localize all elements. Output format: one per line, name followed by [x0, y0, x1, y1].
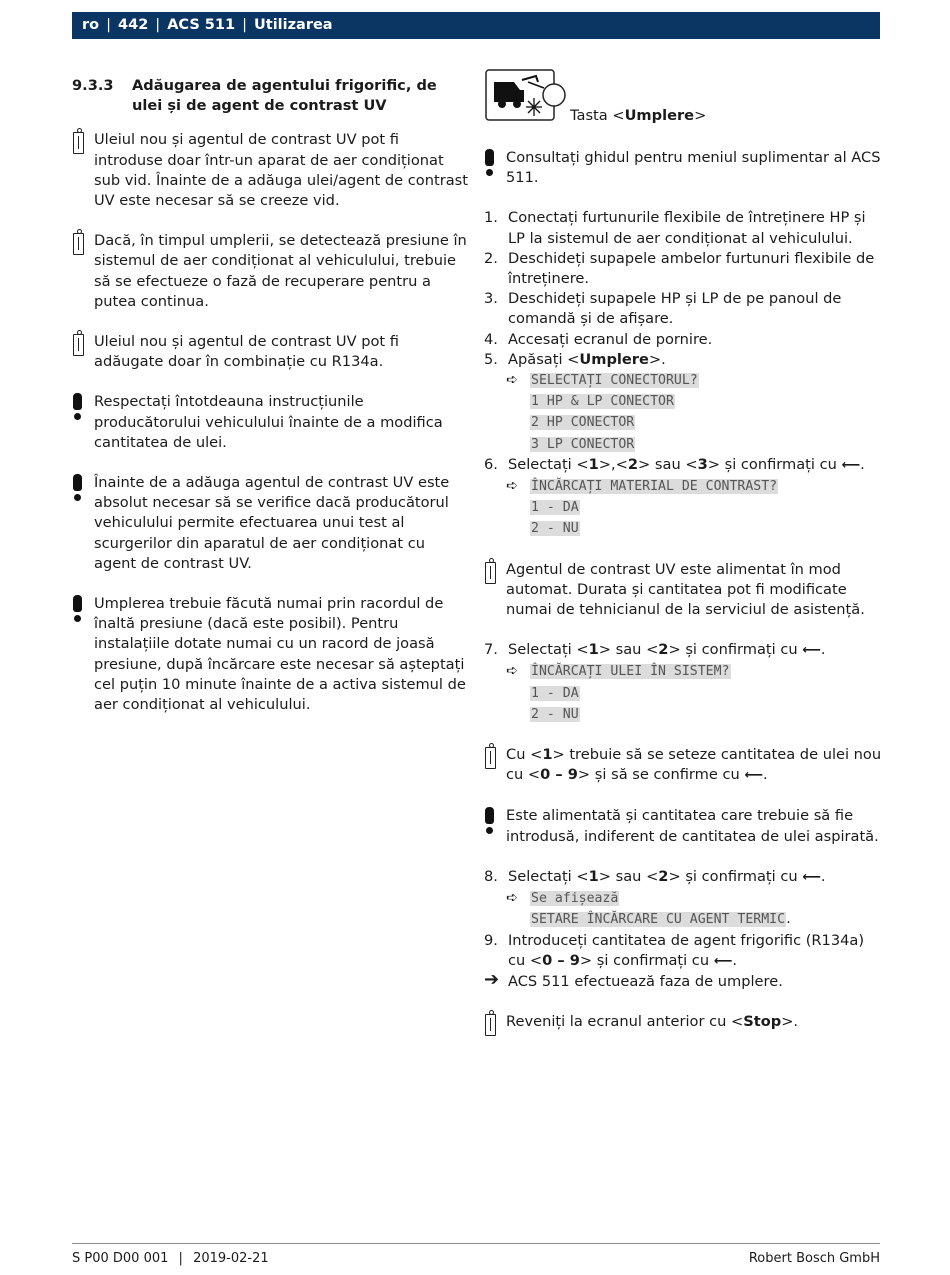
header-product: ACS 511 — [167, 17, 236, 33]
enter-key-icon: ⟵ — [713, 953, 733, 969]
display-result — [484, 370, 884, 391]
step-7: 7. Selectați <1> sau <2> și confirmați cu ⟵. — [484, 641, 826, 659]
display-text: 2 HP CONECTOR — [531, 415, 635, 431]
note-text: Dacă, în timpul umplerii, se detectează presiune în sistemul de aer condiționat al vehiculului, trebuie să se efectueze o fază de recuperare pentru a putea continua. — [94, 232, 467, 310]
fill-key-row — [484, 72, 884, 134]
step-8: 8. Selectați <1> sau <2> și confirmați cu ⟵. — [484, 867, 826, 885]
note-text: Consultați ghidul pentru meniul suplimentar al ACS 511. — [506, 149, 881, 187]
note-text: Uleiul nou și agentul de contrast UV pot fi introduse doar într-un aparat de aer condiționat sub vid. Înainte de a adăuga ulei/agent de contrast UV este necesar să se creeze vid. — [94, 131, 468, 210]
info-note — [484, 1012, 884, 1032]
step-9: 9. Introduceți cantitatea de agent frigorific (R134a) cu <0 – 9> și confirmați cu ⟵. — [484, 931, 865, 969]
display-text: 3 LP CONECTOR — [531, 436, 635, 452]
enter-key-icon: ⟵ — [802, 869, 821, 885]
footer-company: Robert Bosch GmbH — [748, 1251, 880, 1266]
info-note — [72, 332, 468, 372]
display-text: ÎNCĂRCAȚI ULEI ÎN SISTEM? — [531, 664, 730, 680]
page-header — [72, 12, 880, 39]
note-text: Cu <1> trebuie să se seteze cantitatea de ulei nou cu <0 – 9> și să se confirme cu ⟵. — [506, 746, 882, 784]
display-text: 1 HP & LP CONECTOR — [531, 394, 674, 410]
step-1: 1. Conectați furtunurile flexibile de întreținere HP și LP la sistemul de aer condiționat al vehiculului. — [484, 209, 866, 247]
display-text: 2 - NU — [531, 521, 579, 537]
display-text: 1 - DA — [531, 685, 579, 701]
display-text: 2 - NU — [531, 706, 579, 722]
step-2: 2. Deschideți supapele ambelor furtunuri flexibile de întreținere. — [484, 249, 875, 288]
display-text: 1 - DA — [531, 500, 579, 516]
display-result — [484, 661, 884, 682]
step-4: 4. Accesați ecranul de pornire. — [484, 330, 713, 348]
result-arrow-icon: ➪ — [506, 890, 518, 907]
display-text: SELECTAȚI CONECTORUL? — [531, 373, 698, 389]
step-5: 5. Apăsați <Umplere>. — [484, 350, 666, 368]
fill-key-label: Tasta <Umplere> — [570, 107, 707, 124]
header-separator: | — [106, 17, 112, 33]
header-separator: | — [155, 17, 161, 33]
step-6: 6. Selectați <1>,<2> sau <3> și confirmați cu ⟵. — [484, 455, 865, 473]
enter-key-icon: ⟵ — [841, 457, 861, 473]
result-arrow-icon: ➪ — [506, 663, 518, 680]
result-arrow-icon: ➔ — [484, 968, 500, 990]
display-text: SETARE ÎNCĂRCARE CU AGENT TERMIC — [531, 912, 786, 928]
header-page: 442 — [118, 17, 149, 33]
result-arrow-icon: ➪ — [506, 372, 518, 389]
note-text: Agentul de contrast UV este alimentat în mod automat. Durata și cantitatea pot fi modificate numai de tehnicianul de la serviciul de asistență. — [506, 560, 865, 619]
display-result — [484, 888, 884, 909]
info-note — [72, 130, 468, 211]
warning-note — [484, 806, 884, 846]
note-text: Reveniți la ecranul anterior cu <Stop>. — [506, 1013, 799, 1031]
enter-key-icon: ⟵ — [744, 768, 764, 784]
display-text: ÎNCĂRCAȚI MATERIAL DE CONTRAST? — [531, 479, 778, 495]
warning-note — [72, 473, 468, 574]
final-result: ➔ ACS 511 efectuează faza de umplere. — [484, 968, 783, 990]
section-heading — [72, 76, 468, 116]
header-chapter: Utilizarea — [253, 17, 333, 33]
warning-note — [72, 594, 468, 715]
note-text: Înainte de a adăuga agentul de contrast UV este absolut necesar să se verifice dacă producătorul vehiculului permite efectuarea unui test al scurgerilor din aparatul de aer condiționat cu agent de contrast UV. — [94, 474, 450, 572]
fill-key-icon — [484, 68, 568, 126]
note-text: Uleiul nou și agentul de contrast UV pot fi adăugate doar în combinație cu R134a. — [94, 333, 399, 371]
section-number: 9.3.3 — [72, 77, 114, 94]
header-separator: | — [242, 17, 247, 33]
step-3: 3. Deschideți supapele HP și LP de pe panoul de comandă și de afișare. — [484, 290, 842, 328]
note-text: Este alimentată și cantitatea care trebuie să fie introdusă, indiferent de cantitatea de ulei aspirată. — [506, 807, 879, 845]
result-arrow-icon: ➪ — [506, 478, 518, 495]
display-text: Se afișează — [531, 891, 619, 907]
right-column: Tasta <Umplere> Consultați ghidul pentru meniul suplimentar al ACS 511. 1. Conectați furtunurile flexibile de întreținere HP și LP la sistemul de aer condiționat al vehiculului. 2. Deschideți supapele ambelor furtunuri flexibile de întreținere. 3. Deschideți supapele HP și LP de pe panoul de comandă și de afișare. 4. Accesați ecranul de pornire. 5. Apăsați <Umplere>. ➪ SELECTAȚI CONECTORUL? 1 HP & LP CONECTOR 2 HP CONECTOR 3 LP CONECTOR 6. Selectați <1>,<2> sau <3> și confirmați cu ⟵. ➪ ÎNCĂRCAȚI MATERIAL DE CONTRAST? 1 - DA 2 - NU Agentul de contrast UV este alimentat în mod automat. Durata și cantitatea pot fi modificate numai de tehnicianul de la serviciul de asistență. 7. Selectați <1> sau <2> și confirmați cu ⟵. ➪ ÎNCĂRCAȚI ULEI ÎN SISTEM? 1 - DA 2 - NU Cu <1> trebuie să se seteze cantitatea de ulei nou cu <0 – 9> și să se confirme cu ⟵. Este alimentată și cantitatea care trebuie să fie introdusă, indiferent de cantitatea de ulei aspirată. 8. Selectați <1> sau <2> și confirmați cu ⟵. ➪ Se afișează SETARE ÎNCĂRCARE CU AGENT TERMIC. 9. Introduceți cantitatea de agent frigorific (R134a) cu <0 – 9> și confirmați cu ⟵. ➔ ACS 511 efectuează faza de umplere. Reveniți la ecranul anterior cu <Stop>. — [484, 72, 884, 1052]
enter-key-icon: ⟵ — [802, 643, 821, 659]
note-text: Umplerea trebuie făcută numai prin racordul de înaltă presiune (dacă este posibil). Pentru instalațiile dotate numai cu un racord de joasă presiune, după încărcare este necesar să așteptați cel puțin 10 minute înainte de a activa sistemul de aer condiționat al vehiculului. — [94, 595, 466, 714]
section-title: Adăugarea de agentului frigorific, de ulei și de agent de contrast UV — [132, 77, 437, 115]
warning-note — [72, 392, 468, 453]
footer-doc-info: S P00 D00 001 | 2019-02-21 — [72, 1251, 269, 1266]
note-text: Respectați întotdeauna instrucțiunile producătorului vehiculului înainte de a modifica cantitatea de ulei. — [94, 393, 443, 451]
warning-note — [484, 148, 884, 188]
info-note — [484, 560, 884, 621]
footer-divider — [72, 1243, 880, 1244]
info-note — [484, 745, 884, 786]
display-result — [484, 476, 884, 497]
info-note — [72, 231, 468, 312]
footer-doc-number: S P00 D00 001 — [72, 1251, 169, 1266]
footer-date: 2019-02-21 — [193, 1251, 269, 1266]
header-lang: ro — [82, 17, 100, 33]
left-column — [72, 76, 468, 735]
